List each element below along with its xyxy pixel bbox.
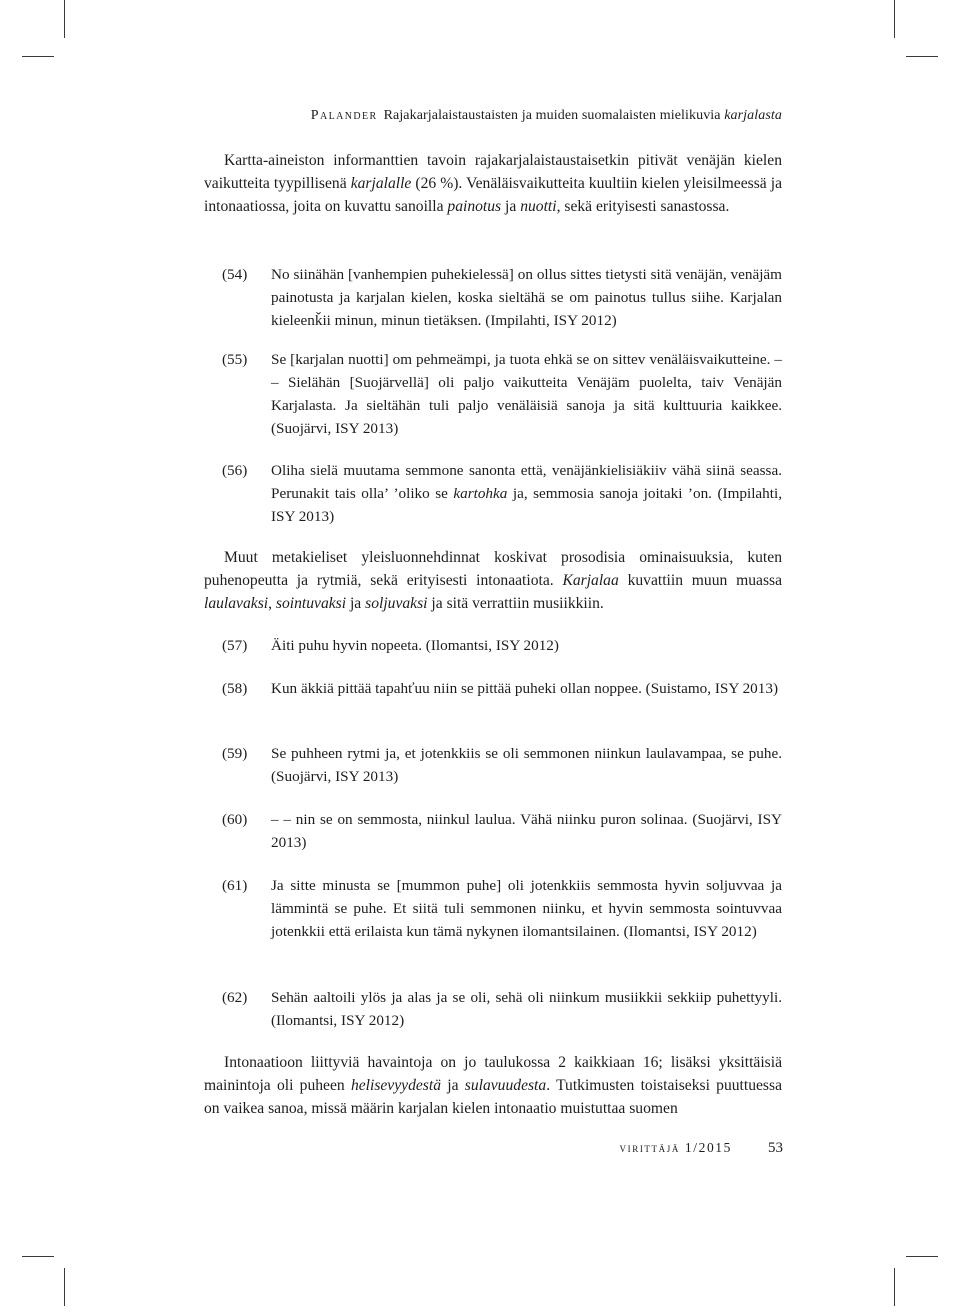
- text-run: Oliha sielä muutama semmone sanonta että, venäjänkielisiäkiiv vähä siinä seassa. Perunakit tais olla’ ’oliko se: [271, 462, 782, 502]
- example-number: (58): [222, 680, 248, 697]
- crop-mark: [894, 1268, 895, 1306]
- crop-mark: [64, 0, 65, 38]
- text-run: ja: [346, 595, 366, 612]
- example-number: (55): [222, 351, 248, 368]
- example-55: [222, 348, 782, 440]
- example-number: (57): [222, 637, 248, 654]
- text-run: Muut metakieliset yleisluonnehdinnat koskivat prosodisia ominaisuuksia, kuten puhenopeutta ja rytmiä, sekä erityisesti intonaatiota.: [204, 549, 782, 589]
- journal-name: virittäjä 1/2015: [619, 1140, 732, 1155]
- running-header: [311, 108, 782, 124]
- italic-term: laulavaksi: [204, 595, 269, 612]
- text-run: ,: [268, 595, 276, 612]
- example-text: Se puhheen rytmi ja, et jotenkkiis se oli semmonen niinkun laulavampaa, se puhe. (Suojärvi, ISY 2013): [271, 745, 782, 785]
- example-text: No siinähän [vanhempien puhekielessä] on ollus sittes tietysti sitä venäjän, venäjäm painotusta ja karjalan kielen, koska sieltähä se om painotus tullus siihe. Karjalan kieleenǩii minun, minun tietäksen. (Impilahti, ISY 2012): [271, 266, 782, 329]
- example-57: [222, 634, 782, 657]
- paragraph-3: [204, 1051, 782, 1120]
- text-run: Intonaatioon liittyviä havaintoja on jo taulukossa 2 kaikkiaan 16; lisäksi yksittäisiä mainintoja oli puheen: [204, 1054, 782, 1094]
- crop-mark: [22, 56, 54, 57]
- italic-term: kartohka: [453, 485, 508, 502]
- text-run: ja: [501, 198, 521, 215]
- example-text: Sehän aaltoili ylös ja alas ja se oli, sehä oli niinkum musiikkii sekkiip puhettyyli. (Ilomantsi, ISY 2012): [271, 989, 782, 1029]
- page-footer: [620, 1140, 783, 1157]
- header-title: Rajakarjalaistaustaisten ja muiden suomalaisten mielikuvia: [383, 108, 721, 123]
- text-run: (26 %). Venäläisvaikutteita kuultiin kielen yleisilmeessä ja intonaatiossa, joita on kuvattu sanoilla: [204, 175, 782, 215]
- crop-mark: [894, 0, 895, 38]
- example-number: (60): [222, 811, 248, 828]
- text-run: ja: [441, 1077, 465, 1094]
- italic-term: painotus: [447, 198, 502, 215]
- text-run: Kartta-aineiston informanttien tavoin rajakarjalaistaustaisetkin pitivät venäjän kielen vaikutteita tyypillisenä: [204, 152, 782, 192]
- crop-mark: [64, 1268, 65, 1306]
- italic-term: sointuvaksi: [275, 595, 347, 612]
- example-text: Se [karjalan nuotti] om pehmeämpi, ja tuota ehkä se on sittev venäläisvaikutteine. – – Sielähän [Suojärvellä] oli paljo vaikutteita Venäjäm puolelta, taiv Venäjän Karjalasta. Ja sieltähän tuli paljo venäläisiä sanoja ja sitä kulttuuria kaikkee. (Suojärvi, ISY 2013): [271, 351, 782, 437]
- italic-term: helisevyydestä: [350, 1077, 441, 1094]
- header-title-italic: karjalasta: [724, 108, 782, 123]
- example-number: (61): [222, 877, 248, 894]
- example-62: [222, 986, 782, 1032]
- text-run: ja, semmosia sanoja joitaki ’on. (Impilahti, ISY 2013): [271, 485, 782, 525]
- example-59: [222, 742, 782, 788]
- example-58: [222, 677, 782, 700]
- example-text: Äiti puhu hyvin nopeeta. (Ilomantsi, ISY 2012): [271, 637, 559, 654]
- example-number: (56): [222, 462, 248, 479]
- italic-term: sulavuudesta: [464, 1077, 547, 1094]
- example-56: [222, 459, 782, 528]
- example-61: [222, 874, 782, 943]
- italic-term: Karjalaa: [562, 572, 619, 589]
- crop-mark: [906, 56, 938, 57]
- text-run: , sekä erityisesti sanastossa.: [556, 198, 730, 215]
- italic-term: nuotti: [520, 198, 557, 215]
- example-60: [222, 808, 782, 854]
- crop-mark: [906, 1256, 938, 1257]
- text-run: kuvattiin muun muassa: [618, 572, 783, 589]
- example-number: (54): [222, 266, 248, 283]
- text-run: ja sitä verrattiin musiikkiin.: [427, 595, 604, 612]
- text-run: . Tutkimusten toistaiseksi puuttuessa on vaikea sanoa, missä määrin karjalan kielen intonaatio muistuttaa suomen: [204, 1077, 782, 1117]
- example-text: – – nin se on semmosta, niinkul laulua. Vähä niinku puron solinaa. (Suojärvi, ISY 2013): [271, 811, 782, 851]
- paragraph-2: [204, 546, 782, 615]
- example-number: (62): [222, 989, 248, 1006]
- page-number: 53: [768, 1140, 783, 1156]
- paragraph-1: [204, 149, 782, 218]
- crop-mark: [22, 1256, 54, 1257]
- example-text: Ja sitte minusta se [mummon puhe] oli jotenkkiis semmosta hyvin soljuvvaa ja lämmintä se puhe. Et siitä tuli semmonen niinku, et hyvin semmosta sointuvvaa jotenkkii että erilaista kun tämä nykynen ilomantsilainen. (Ilomantsi, ISY 2012): [271, 877, 782, 940]
- example-text: [271, 459, 782, 528]
- example-number: (59): [222, 745, 248, 762]
- example-54: [222, 263, 782, 332]
- italic-term: karjalalle: [350, 175, 412, 192]
- example-text: Kun äkkiä pittää tapahťuu niin se pittää puheki ollan noppee. (Suistamo, ISY 2013): [271, 680, 779, 697]
- header-author: Palander: [310, 108, 378, 123]
- italic-term: soljuvaksi: [365, 595, 428, 612]
